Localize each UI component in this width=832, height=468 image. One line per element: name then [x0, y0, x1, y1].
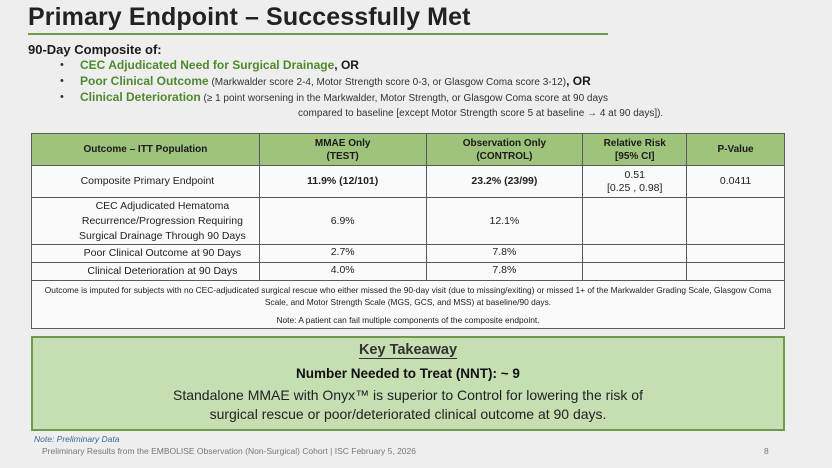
relative-risk-cell: 0.51 [0.25 , 0.98] — [583, 166, 687, 198]
criteria-lead: Clinical Deterioration — [80, 90, 201, 104]
row-label: Poor Clinical Outcome at 90 Days — [32, 245, 260, 263]
control-value: 7.8% — [426, 263, 583, 281]
header-control: Observation Only (CONTROL) — [426, 134, 583, 166]
table-header-row — [32, 134, 785, 166]
table-row — [32, 198, 785, 245]
criteria-lead: CEC Adjudicated Need for Surgical Drainage — [80, 58, 335, 72]
empty-cell — [583, 245, 687, 263]
criteria-tail: , OR — [334, 58, 359, 72]
row-label: CEC Adjudicated Hematoma Recurrence/Progression Requiring Surgical Drainage Through 90 Days — [32, 198, 260, 245]
p-value: 0.0411 — [687, 166, 785, 198]
test-value: 6.9% — [259, 198, 426, 245]
slide-footer: Preliminary Results from the EMBOLISE Observation (Non-Surgical) Cohort | ISC February 5, 2026 — [42, 446, 416, 456]
key-takeaway-box — [31, 336, 785, 431]
criteria-item — [60, 74, 780, 91]
criteria-detail: (Markwalder score 2-4, Motor Strength score 0-3, or Glasgow Coma score 3-12) — [208, 76, 567, 88]
bullet-icon: • — [60, 74, 64, 87]
takeaway-line: Standalone MMAE with Onyx™ is superior to Control for lowering the risk of — [173, 387, 643, 403]
criteria-lead: Poor Clinical Outcome — [80, 73, 209, 88]
test-value: 4.0% — [259, 263, 426, 281]
header-outcome: Outcome – ITT Population — [32, 134, 260, 166]
criteria-tail: , OR — [566, 73, 591, 88]
takeaway-heading: Key Takeaway — [358, 342, 458, 358]
row-label: Composite Primary Endpoint — [32, 166, 260, 198]
slide-title: Primary Endpoint – Successfully Met — [28, 3, 471, 31]
row-label: Clinical Deterioration at 90 Days — [32, 263, 260, 281]
page-number: 8 — [764, 446, 769, 456]
control-value: 7.8% — [426, 245, 583, 263]
header-p-value: P-Value — [687, 134, 785, 166]
test-value: 2.7% — [259, 245, 426, 263]
bullet-icon: • — [60, 59, 64, 71]
criteria-item — [60, 58, 780, 74]
empty-cell — [583, 263, 687, 281]
outcomes-table — [31, 133, 785, 329]
table-row — [32, 263, 785, 281]
composite-subtitle: 90-Day Composite of: — [28, 42, 162, 57]
table-row — [32, 166, 785, 198]
empty-cell — [687, 245, 785, 263]
nnt-statement: Number Needed to Treat (NNT): ~ 9 — [296, 366, 520, 381]
header-relative-risk: Relative Risk [95% CI] — [583, 134, 687, 166]
table-row — [32, 245, 785, 263]
test-value: 11.9% (12/101) — [259, 166, 426, 198]
criteria-detail-continued: compared to baseline [except Motor Strength score 5 at baseline → 4 at 90 days]). — [298, 107, 664, 119]
criteria-detail: (≥ 1 point worsening in the Markwalder, Motor Strength, or Glasgow Coma score at 90 days — [200, 93, 609, 104]
empty-cell — [583, 198, 687, 245]
takeaway-line: surgical rescue or poor/deteriorated clinical outcome at 90 days. — [209, 406, 607, 422]
table-notes-row — [32, 281, 785, 329]
control-value: 12.1% — [426, 198, 583, 245]
takeaway-body — [33, 386, 783, 424]
imputation-note: Outcome is imputed for subjects with no CEC-adjudicated surgical rescue who either missed the 90-day visit (due to missing/exiting) or missed 1+ of the Markwalder Grading Scale, Glasgow Coma Scale, and Motor Strength Scale (MGS, GCS, and MSS) at baseline/90 days. — [44, 285, 772, 307]
multiple-components-note: Note: A patient can fail multiple components of the composite endpoint. — [276, 315, 540, 325]
criteria-item — [60, 90, 780, 121]
control-value: 23.2% (23/99) — [426, 166, 583, 198]
empty-cell — [687, 198, 785, 245]
bullet-icon: • — [60, 91, 64, 103]
header-test: MMAE Only (TEST) — [259, 134, 426, 166]
title-underline — [28, 33, 608, 35]
table-notes — [32, 281, 785, 329]
composite-criteria-list — [60, 58, 780, 121]
preliminary-data-note: Note: Preliminary Data — [34, 434, 120, 444]
empty-cell — [687, 263, 785, 281]
